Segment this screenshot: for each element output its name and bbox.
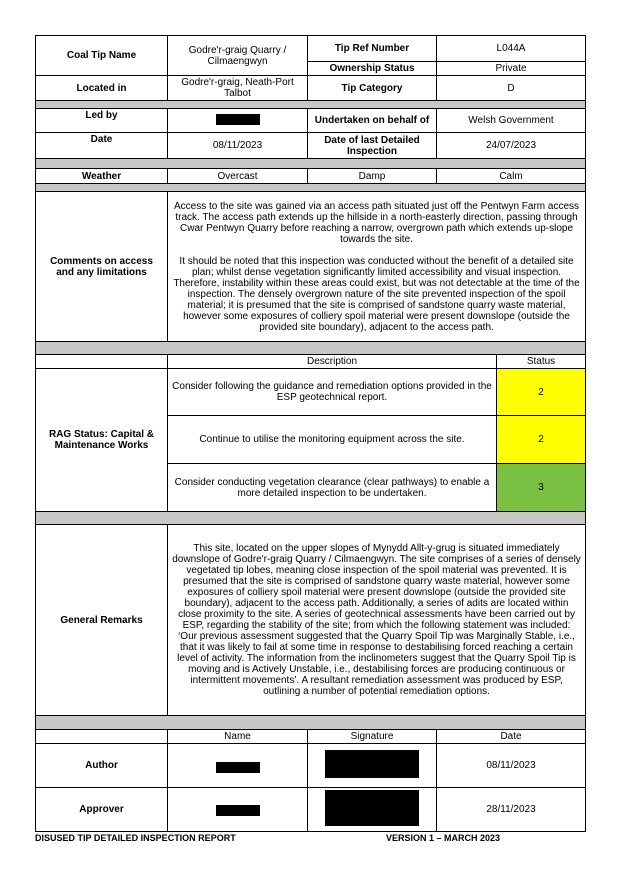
inspection-report-table xyxy=(35,35,586,832)
tip-category-label: Tip Category xyxy=(308,76,437,101)
comments-text xyxy=(168,192,586,342)
remarks-text: This site, located on the upper slopes of Mynydd Allt-y-grug is situated immediately downslope of Godre'r-graig Quarry / Cilmaengwyn. The site comprises of a series of densely vegetated tip lobes, meaning close inspection of the spoil material was prevented. It is presumed that the site is comprised of sandstone quarry waste material, however some exposures of colliery spoil material were present downslope (outside the provided site boundary), adjacent to the access path. Additionally, a series of adits are located within close proximity to the site. A series of geotechnical assessments have been carried out by ESP, regarding the stability of the site; from which the following statement was included: ‘Our previous assessment suggested that the Quarry Spoil Tip was Marginally Stable, i.e., that it was likely to fail at some time in response to destabilising forced reaching a certain level of activity. The information from the inclinometers suggest that the Quarry Spoil Tip is moving and is Actively Unstable, i.e., destabilising forces are producing continuous or intermittent movements’. A resultant remediation assessment was produced by ESP, outlining a number of potential remediation options. xyxy=(168,525,586,716)
comments-row xyxy=(36,192,586,342)
rag-header-row xyxy=(36,355,586,369)
author-label: Author xyxy=(36,744,168,788)
rag-status: 3 xyxy=(497,464,586,512)
tip-category-value: D xyxy=(437,76,586,101)
tip-name-row xyxy=(36,36,586,62)
separator-row xyxy=(36,101,586,109)
rag-header-blank xyxy=(36,355,168,369)
rag-description: Consider conducting vegetation clearance (clear pathways) to enable a more detailed inspection to be undertaken. xyxy=(168,464,497,512)
rag-label: RAG Status: Capital & Maintenance Works xyxy=(36,369,168,512)
separator-row xyxy=(36,716,586,730)
date-value: 08/11/2023 xyxy=(168,133,308,159)
weather-row xyxy=(36,169,586,184)
comments-paragraph: Access to the site was gained via an access path situated just off the Pentwyn Farm access track. The access path extends up the hillside in a north-easterly direction, passing through Cwar Pentwyn Quarry before reaching a narrow, overgrown path which extends up-slope towards the site. xyxy=(173,200,580,245)
date-label: Date xyxy=(36,133,168,159)
weather-value: Overcast xyxy=(168,169,308,184)
author-name xyxy=(168,744,308,788)
tip-ref-value: L044A xyxy=(437,36,586,62)
author-date: 08/11/2023 xyxy=(437,744,586,788)
remarks-row xyxy=(36,525,586,716)
comments-label: Comments on access and any limitations xyxy=(36,192,168,342)
approver-label: Approver xyxy=(36,788,168,832)
separator-row xyxy=(36,512,586,525)
rag-description: Consider following the guidance and remediation options provided in the ESP geotechnical report. xyxy=(168,369,497,416)
tip-ref-label: Tip Ref Number xyxy=(308,36,437,62)
redaction-bar xyxy=(216,762,260,773)
redaction-bar xyxy=(216,114,260,125)
description-header: Description xyxy=(168,355,497,369)
located-in-value: Godre'r-graig, Neath-Port Talbot xyxy=(168,76,308,101)
last-inspection-value: 24/07/2023 xyxy=(437,133,586,159)
redaction-bar xyxy=(216,805,260,816)
separator-row xyxy=(36,159,586,169)
coal-tip-name-value: Godre'r-graig Quarry / Cilmaengwyn xyxy=(168,36,308,76)
signoff-header-blank xyxy=(36,730,168,744)
date-header: Date xyxy=(437,730,586,744)
undertaken-value: Welsh Government xyxy=(437,109,586,133)
ownership-value: Private xyxy=(437,62,586,76)
approver-date: 28/11/2023 xyxy=(437,788,586,832)
located-row xyxy=(36,76,586,101)
led-by-label: Led by xyxy=(36,109,168,133)
status-header: Status xyxy=(497,355,586,369)
undertaken-label: Undertaken on behalf of xyxy=(308,109,437,133)
date-row xyxy=(36,133,586,159)
footer-left: DISUSED TIP DETAILED INSPECTION REPORT xyxy=(35,833,236,843)
signoff-header-row xyxy=(36,730,586,744)
rag-status: 2 xyxy=(497,369,586,416)
led-by-value xyxy=(168,109,308,133)
author-signature xyxy=(308,744,437,788)
remarks-label: General Remarks xyxy=(36,525,168,716)
author-row xyxy=(36,744,586,788)
name-header: Name xyxy=(168,730,308,744)
located-in-label: Located in xyxy=(36,76,168,101)
weather-label: Weather xyxy=(36,169,168,184)
rag-description: Continue to utilise the monitoring equipment across the site. xyxy=(168,416,497,464)
redaction-bar xyxy=(325,750,419,778)
approver-row xyxy=(36,788,586,832)
signature-header: Signature xyxy=(308,730,437,744)
rag-status: 2 xyxy=(497,416,586,464)
weather-value: Damp xyxy=(308,169,437,184)
rag-row xyxy=(36,369,586,416)
led-by-row xyxy=(36,109,586,133)
approver-name xyxy=(168,788,308,832)
last-inspection-label: Date of last Detailed Inspection xyxy=(308,133,437,159)
comments-paragraph: It should be noted that this inspection was conducted without the benefit of a detailed site plan; whilst dense vegetation significantly limited accessibility and visual inspection. Therefore, instability within these areas could exist, but was not detectable at the time of the inspection. The densely overgrown nature of the site prevented inspection of the spoil material; it is presumed that the site is comprised of sandstone quarry waste material, however some exposures of colliery spoil material were present downslope (outside the provided site boundary), adjacent to the access path. xyxy=(173,255,580,333)
footer-right: VERSION 1 – MARCH 2023 xyxy=(386,833,501,843)
redaction-bar xyxy=(325,790,419,826)
weather-value: Calm xyxy=(437,169,586,184)
separator-row xyxy=(36,184,586,192)
approver-signature xyxy=(308,788,437,832)
ownership-label: Ownership Status xyxy=(308,62,437,76)
separator-row xyxy=(36,342,586,355)
coal-tip-name-label: Coal Tip Name xyxy=(36,36,168,76)
